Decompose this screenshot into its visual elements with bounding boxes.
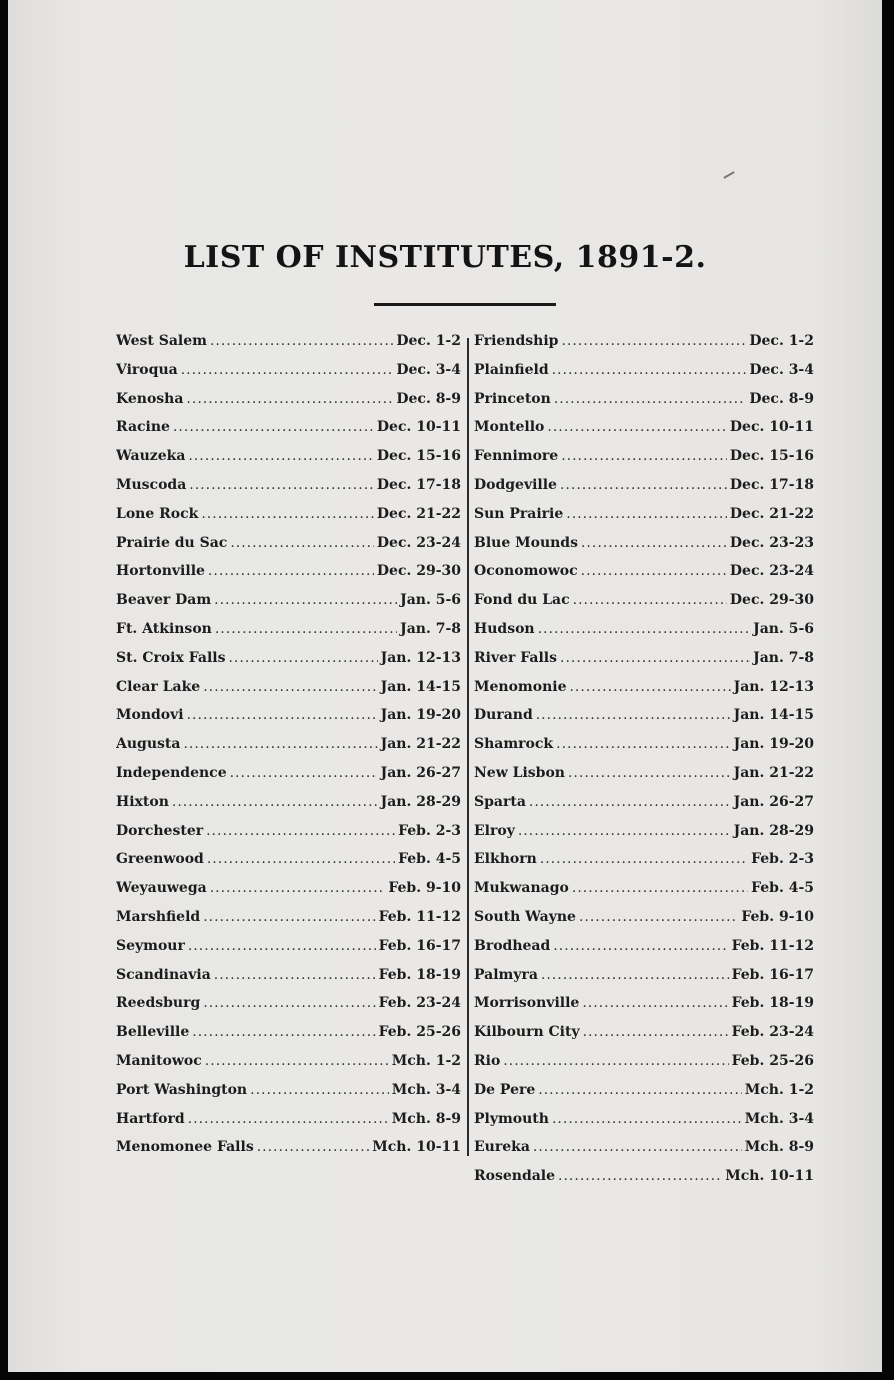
dot-leader <box>203 995 375 1011</box>
institute-entry <box>116 506 461 535</box>
dot-leader <box>208 563 374 579</box>
institute-place: Hortonville <box>116 563 205 580</box>
institute-date: Mch. 10-11 <box>372 1139 461 1156</box>
institute-entry <box>474 1168 814 1197</box>
institute-entry <box>474 1111 814 1140</box>
institute-place: Lone Rock <box>116 505 199 522</box>
institute-entry <box>116 477 461 506</box>
institute-date: Dec. 17-18 <box>729 476 814 493</box>
institute-entry <box>116 880 461 909</box>
institute-entry <box>474 823 814 852</box>
institute-place: Muscoda <box>116 476 187 493</box>
institute-place: Marshfield <box>116 908 201 925</box>
institute-date: Jan. 5-6 <box>400 592 461 609</box>
dot-leader <box>201 506 374 522</box>
institute-place: Racine <box>116 419 170 436</box>
institute-place: Port Washington <box>116 1081 248 1098</box>
institute-date: Jan. 28-29 <box>733 822 814 839</box>
institute-entry <box>116 362 461 391</box>
institute-date: Feb. 18-19 <box>378 966 461 983</box>
dot-leader <box>553 938 728 954</box>
institute-date: Feb. 9-10 <box>741 908 814 925</box>
dot-leader <box>552 362 747 378</box>
dot-leader <box>560 650 750 666</box>
institute-entry <box>116 823 461 852</box>
institute-date: Dec. 8-9 <box>396 390 461 407</box>
institute-place: New Lisbon <box>474 764 565 781</box>
institute-date: Jan. 26-27 <box>380 764 461 781</box>
dot-leader <box>207 851 395 867</box>
column-divider <box>467 338 469 1156</box>
institute-entry <box>116 1053 461 1082</box>
institute-place: Dodgeville <box>474 476 557 493</box>
institute-place: West Salem <box>116 333 207 349</box>
institute-entry <box>474 995 814 1024</box>
dot-leader <box>215 621 397 637</box>
dot-leader <box>503 1053 728 1069</box>
dot-leader <box>518 823 731 839</box>
institute-place: Menomonie <box>474 678 567 695</box>
institute-place: Reedsburg <box>116 995 201 1012</box>
institute-entry <box>116 794 461 823</box>
paper-speck <box>723 171 734 179</box>
institute-entry <box>116 707 461 736</box>
institute-place: Scandinavia <box>116 966 211 983</box>
institute-entry <box>474 736 814 765</box>
dot-leader <box>192 1024 375 1040</box>
institute-date: Dec. 1-2 <box>749 333 814 349</box>
institute-date: Jan. 14-15 <box>733 707 814 724</box>
institute-entry <box>474 1082 814 1111</box>
institute-date: Dec. 17-18 <box>376 476 461 493</box>
institute-place: Prairie du Sac <box>116 534 228 551</box>
institute-entry <box>116 650 461 679</box>
dot-leader <box>538 1082 741 1098</box>
dot-leader <box>188 448 374 464</box>
institute-date: Feb. 11-12 <box>731 937 814 954</box>
institute-entry <box>116 1111 461 1140</box>
dot-leader <box>183 736 377 752</box>
institute-place: Hixton <box>116 793 169 810</box>
institute-place: Kilbourn City <box>474 1024 580 1041</box>
institute-date: Dec. 29-30 <box>376 563 461 580</box>
institute-place: Kenosha <box>116 390 184 407</box>
dot-leader <box>561 333 746 349</box>
dot-leader <box>203 679 377 695</box>
institute-place: Seymour <box>116 937 185 954</box>
institute-place: Viroqua <box>116 361 178 378</box>
institute-entry <box>474 1053 814 1082</box>
institute-entry <box>474 362 814 391</box>
institute-place: Fennimore <box>474 448 559 465</box>
document-page <box>8 0 882 1372</box>
dot-leader <box>536 707 731 723</box>
institute-place: Rio <box>474 1052 501 1069</box>
dot-leader <box>541 967 729 983</box>
institute-date: Feb. 4-5 <box>751 880 814 897</box>
dot-leader <box>228 650 377 666</box>
institute-date: Dec. 15-16 <box>729 448 814 465</box>
institute-place: Elkhorn <box>474 851 537 868</box>
institute-place: Clear Lake <box>116 678 201 695</box>
dot-leader <box>560 477 727 493</box>
institute-date: Feb. 2-3 <box>398 822 461 839</box>
institute-date: Jan. 19-20 <box>733 736 814 753</box>
dot-leader <box>556 736 730 752</box>
dot-leader <box>214 967 376 983</box>
dot-leader <box>572 880 748 896</box>
institutes-left-column <box>116 333 461 1168</box>
institute-entry <box>474 1139 814 1168</box>
institute-date: Dec. 1-2 <box>396 333 461 349</box>
institute-date: Mch. 1-2 <box>744 1081 814 1098</box>
institute-entry <box>474 938 814 967</box>
institute-entry <box>116 592 461 621</box>
institute-date: Mch. 1-2 <box>391 1052 461 1069</box>
dot-leader <box>173 419 374 435</box>
dot-leader <box>206 823 395 839</box>
dot-leader <box>230 765 378 781</box>
dot-leader <box>566 506 727 522</box>
institute-entry <box>474 592 814 621</box>
institute-place: Sparta <box>474 793 526 810</box>
dot-leader <box>188 1111 389 1127</box>
institute-entry <box>474 794 814 823</box>
institute-entry <box>116 938 461 967</box>
institute-entry <box>474 880 814 909</box>
institute-place: Ft. Atkinson <box>116 620 212 637</box>
institute-place: Brodhead <box>474 937 551 954</box>
institute-place: Sun Prairie <box>474 505 564 522</box>
institute-date: Feb. 11-12 <box>378 908 461 925</box>
institute-entry <box>474 967 814 996</box>
institute-place: Manitowoc <box>116 1052 202 1069</box>
institute-place: Eureka <box>474 1139 530 1156</box>
institute-date: Feb. 18-19 <box>731 995 814 1012</box>
institute-entry <box>474 333 814 362</box>
dot-leader <box>529 794 731 810</box>
institute-entry <box>116 679 461 708</box>
institute-date: Jan. 7-8 <box>400 620 461 637</box>
institute-date: Dec. 10-11 <box>729 419 814 436</box>
dot-leader <box>573 592 727 608</box>
institute-date: Dec. 23-23 <box>729 534 814 551</box>
institute-date: Mch. 8-9 <box>744 1139 814 1156</box>
institute-date: Dec. 21-22 <box>729 505 814 522</box>
dot-leader <box>540 851 748 867</box>
dot-leader <box>561 448 727 464</box>
dot-leader <box>579 909 738 925</box>
institute-entry <box>116 333 461 362</box>
institute-entry <box>116 909 461 938</box>
institute-date: Dec. 8-9 <box>749 390 814 407</box>
institute-date: Dec. 15-16 <box>376 448 461 465</box>
institute-place: Morrisonville <box>474 995 580 1012</box>
dot-leader <box>552 1111 742 1127</box>
institute-place: Oconomowoc <box>474 563 578 580</box>
institute-date: Jan. 19-20 <box>380 707 461 724</box>
institute-date: Jan. 7-8 <box>753 649 814 666</box>
institute-date: Feb. 16-17 <box>378 937 461 954</box>
institute-place: Shamrock <box>474 736 554 753</box>
institute-entry <box>474 765 814 794</box>
institute-date: Jan. 28-29 <box>380 793 461 810</box>
institute-date: Jan. 21-22 <box>380 736 461 753</box>
institute-place: Menomonee Falls <box>116 1139 254 1156</box>
institute-date: Jan. 12-13 <box>733 678 814 695</box>
dot-leader <box>189 477 374 493</box>
institute-entry <box>474 391 814 420</box>
institute-place: Wauzeka <box>116 448 186 465</box>
institute-date: Dec. 3-4 <box>396 361 461 378</box>
institute-date: Mch. 3-4 <box>744 1110 814 1127</box>
institute-date: Dec. 3-4 <box>749 361 814 378</box>
institute-date: Dec. 29-30 <box>729 592 814 609</box>
institute-date: Dec. 10-11 <box>376 419 461 436</box>
institute-entry <box>116 448 461 477</box>
institute-date: Jan. 12-13 <box>380 649 461 666</box>
institute-place: Plymouth <box>474 1110 549 1127</box>
institute-entry <box>116 1082 461 1111</box>
institute-entry <box>474 1024 814 1053</box>
institute-date: Mch. 8-9 <box>391 1110 461 1127</box>
institute-place: Greenwood <box>116 851 204 868</box>
dot-leader <box>187 707 378 723</box>
institute-entry <box>474 506 814 535</box>
dot-leader <box>554 391 747 407</box>
dot-leader <box>205 1053 389 1069</box>
institute-date: Feb. 4-5 <box>398 851 461 868</box>
institute-place: Independence <box>116 764 227 781</box>
institute-entry <box>116 851 461 880</box>
institute-place: De Pere <box>474 1081 536 1098</box>
institute-entry <box>116 621 461 650</box>
institute-date: Jan. 14-15 <box>380 678 461 695</box>
institute-entry <box>116 995 461 1024</box>
institute-date: Jan. 26-27 <box>733 793 814 810</box>
institute-entry <box>474 448 814 477</box>
dot-leader <box>569 679 730 695</box>
institute-date: Dec. 23-24 <box>729 563 814 580</box>
institute-entry <box>474 535 814 564</box>
institute-place: Beaver Dam <box>116 592 212 609</box>
institute-entry <box>474 419 814 448</box>
institute-entry <box>474 563 814 592</box>
dot-leader <box>583 1024 729 1040</box>
institute-entry <box>474 679 814 708</box>
institute-entry <box>116 967 461 996</box>
institute-date: Feb. 9-10 <box>388 880 461 897</box>
dot-leader <box>230 535 374 551</box>
dot-leader <box>581 563 727 579</box>
institute-entry <box>116 419 461 448</box>
institute-place: Montello <box>474 419 545 436</box>
institute-date: Dec. 23-24 <box>376 534 461 551</box>
institute-place: Weyauwega <box>116 880 207 897</box>
institute-date: Feb. 25-26 <box>731 1052 814 1069</box>
dot-leader <box>568 765 731 781</box>
dot-leader <box>210 333 393 349</box>
institute-place: Hudson <box>474 620 535 637</box>
dot-leader <box>188 938 376 954</box>
institute-date: Feb. 25-26 <box>378 1024 461 1041</box>
dot-leader <box>186 391 393 407</box>
dot-leader <box>533 1139 742 1155</box>
institutes-right-column <box>474 333 814 1197</box>
institute-place: St. Croix Falls <box>116 649 226 666</box>
institute-entry <box>116 1139 461 1168</box>
institute-date: Mch. 10-11 <box>725 1168 814 1185</box>
institute-place: South Wayne <box>474 908 576 925</box>
dot-leader <box>203 909 375 925</box>
dot-leader <box>547 419 727 435</box>
institute-entry <box>116 765 461 794</box>
institute-entry <box>474 707 814 736</box>
institute-date: Feb. 16-17 <box>731 966 814 983</box>
institute-place: River Falls <box>474 649 558 666</box>
institute-entry <box>116 535 461 564</box>
institute-entry <box>116 391 461 420</box>
dot-leader <box>582 995 728 1011</box>
institute-place: Mukwanago <box>474 880 569 897</box>
institute-date: Feb. 23-24 <box>378 995 461 1012</box>
dot-leader <box>538 621 750 637</box>
institute-date: Dec. 21-22 <box>376 505 461 522</box>
institute-place: Plainfield <box>474 361 549 378</box>
institute-place: Rosendale <box>474 1168 556 1185</box>
institute-date: Feb. 2-3 <box>751 851 814 868</box>
institute-entry <box>116 563 461 592</box>
dot-leader <box>257 1139 370 1155</box>
institute-place: Friendship <box>474 333 559 349</box>
institute-place: Palmyra <box>474 966 538 983</box>
institute-entry <box>116 1024 461 1053</box>
institute-place: Elroy <box>474 822 515 839</box>
institute-date: Jan. 21-22 <box>733 764 814 781</box>
dot-leader <box>210 880 386 896</box>
page-title: LIST OF INSTITUTES, 1891-2. <box>183 240 707 275</box>
institute-place: Belleville <box>116 1024 190 1041</box>
institute-date: Feb. 23-24 <box>731 1024 814 1041</box>
institute-entry <box>474 851 814 880</box>
institute-place: Augusta <box>116 736 181 753</box>
institute-entry <box>474 621 814 650</box>
dot-leader <box>558 1168 722 1184</box>
dot-leader <box>172 794 378 810</box>
institute-place: Durand <box>474 707 533 724</box>
institute-entry <box>474 477 814 506</box>
dot-leader <box>214 592 397 608</box>
institute-date: Mch. 3-4 <box>391 1081 461 1098</box>
institute-entry <box>474 909 814 938</box>
institute-place: Hartford <box>116 1110 185 1127</box>
dot-leader <box>581 535 727 551</box>
dot-leader <box>181 362 394 378</box>
institute-place: Blue Mounds <box>474 534 578 551</box>
institute-place: Dorchester <box>116 822 204 839</box>
title-rule <box>374 303 556 306</box>
institute-entry <box>474 650 814 679</box>
institute-place: Mondovi <box>116 707 184 724</box>
institute-place: Princeton <box>474 390 551 407</box>
dot-leader <box>250 1082 389 1098</box>
institute-place: Fond du Lac <box>474 592 570 609</box>
institute-entry <box>116 736 461 765</box>
institute-date: Jan. 5-6 <box>753 620 814 637</box>
